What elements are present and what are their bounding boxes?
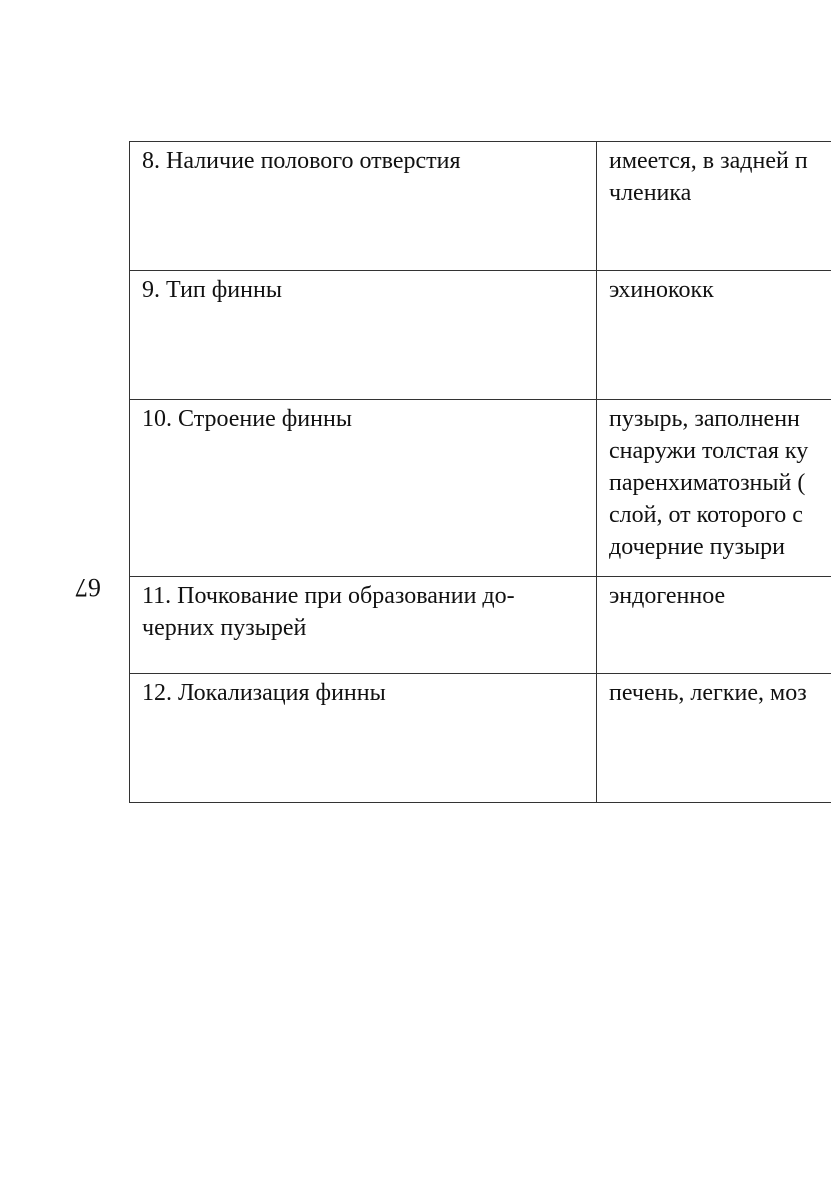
value-line: паренхиматозный ( [609,470,806,496]
feature-text: 11. Почкование при образовании до- [142,583,515,609]
feature-cell [130,400,597,577]
feature-cell [130,142,597,271]
feature-text: 8. Наличие полового отверстия [142,148,461,174]
value-cell [597,577,831,674]
feature-text: черних пузырей [142,615,307,641]
value-cell [597,142,831,271]
value-cell [597,400,831,577]
table-row [130,142,831,271]
feature-text: 12. Локализация финны [142,680,386,706]
page-number: 67 [75,573,101,602]
value-line: пузырь, заполненн [609,406,800,432]
feature-text: 10. Строение финны [142,406,352,432]
value-line: печень, легкие, моз [609,680,807,706]
feature-cell [130,674,597,803]
table-row [130,577,831,674]
table-row [130,674,831,803]
value-line: слой, от которого с [609,502,803,528]
characteristics-table [129,141,831,803]
value-line: эхинококк [609,277,714,303]
value-cell [597,674,831,803]
feature-cell [130,271,597,400]
feature-cell [130,577,597,674]
value-line: дочерние пузыри [609,534,785,560]
table-row [130,400,831,577]
table-row [130,271,831,400]
value-line: имеется, в задней п [609,148,808,174]
value-line: снаружи толстая ку [609,438,809,464]
value-line: членика [609,180,692,206]
feature-text: 9. Тип финны [142,277,282,303]
value-line: эндогенное [609,583,726,609]
value-cell [597,271,831,400]
